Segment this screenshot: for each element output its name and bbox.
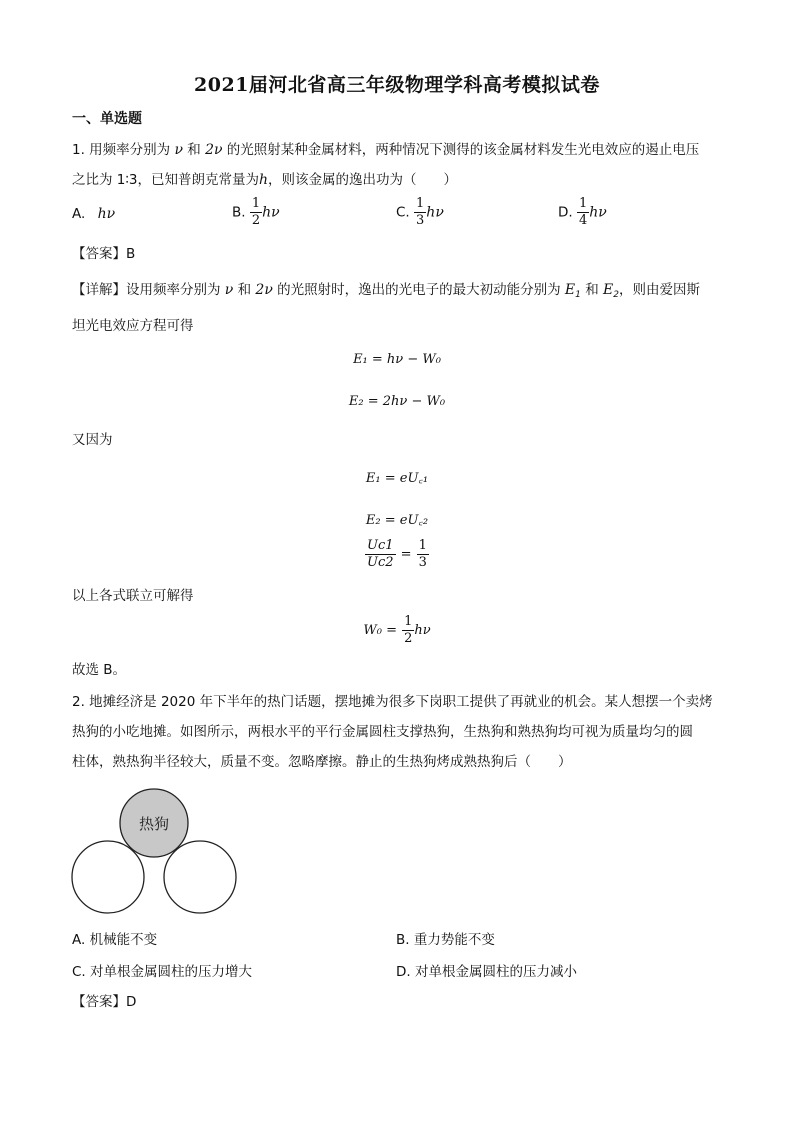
denominator: Uc2: [367, 555, 394, 570]
option-label: A.: [72, 206, 86, 222]
equation-1: E₁ = hν − W₀: [353, 352, 441, 367]
fraction: [577, 196, 589, 229]
subscript: 1: [575, 290, 581, 300]
q1-detail-line1: [72, 280, 700, 305]
fraction: [402, 614, 414, 647]
fraction: [365, 538, 396, 571]
equation-3: E₁ = eU꜀₁: [365, 471, 429, 486]
q1-option-c: [396, 196, 444, 229]
q2-line3: 柱体，熟热狗半径较大，质量不变。忽略摩擦。静止的生热狗烤成熟热狗后（ ）: [72, 754, 572, 770]
equation-lhs: W₀ =: [363, 623, 397, 638]
e2-symbol: E: [602, 282, 614, 298]
fraction: [250, 196, 262, 229]
option-value: hν: [426, 204, 444, 221]
equation-6: [0, 614, 794, 647]
option-value: hν: [589, 204, 607, 221]
numerator: 1: [418, 538, 427, 553]
detail-text: ，则由爱因斯: [618, 282, 700, 298]
denominator: 4: [578, 213, 588, 228]
and-text: 和: [187, 142, 201, 158]
numerator: 1: [416, 196, 425, 211]
q2-line2: 热狗的小吃地摊。如图所示，两根水平的平行金属圆柱支撑热狗，生热狗和熟热狗均可视为质量均匀的圆: [72, 724, 693, 740]
subscript: 2: [613, 290, 619, 300]
equation-4: E₂ = eU꜀₂: [365, 513, 429, 528]
q1-option-a: [72, 206, 115, 222]
q1-text: 的光照射某种金属材料，两种情况下测得的该金属材料发生光电效应的遏止电压: [226, 142, 700, 158]
nu-symbol: ν: [224, 282, 234, 298]
equals-sign: =: [400, 547, 412, 562]
hotdog-label: 热狗: [138, 815, 170, 833]
denominator: 3: [418, 555, 427, 570]
q1-answer: 【答案】B: [72, 246, 136, 262]
equation-5: [0, 538, 794, 571]
q2-answer: 【答案】D: [72, 994, 137, 1010]
q1-text: ，则该金属的逸出功为（ ）: [268, 172, 458, 188]
option-label: D.: [558, 204, 573, 221]
equation-rhs: hν: [414, 623, 431, 638]
numerator: 1: [404, 614, 413, 629]
option-label: B.: [232, 204, 246, 221]
equation-2: E₂ = 2hν − W₀: [348, 394, 446, 409]
q2-option-c: C. 对单根金属圆柱的压力增大: [72, 964, 253, 980]
q1-option-d: [558, 196, 607, 229]
hotdog-figure: [66, 785, 246, 920]
denominator: 2: [404, 631, 413, 646]
numerator: 1: [251, 196, 261, 211]
q2-option-a: A. 机械能不变: [72, 932, 158, 948]
option-label: C.: [396, 204, 410, 221]
q1-line1: [72, 140, 699, 160]
q2-line1: 2. 地摊经济是 2020 年下半年的热门话题，摆地摊为很多下岗职工提供了再就业的机会。某人想摆一个卖烤: [72, 694, 713, 710]
option-value: hν: [97, 206, 116, 222]
q1-detail-line2: 坦光电效应方程可得: [72, 318, 194, 334]
q1-option-b: [232, 196, 280, 229]
detail-text: 的光照射时，逸出的光电子的最大初动能分别为: [277, 282, 561, 298]
numerator: 1: [578, 196, 588, 211]
section-heading: 一、单选题: [72, 111, 142, 127]
fraction: [414, 196, 426, 229]
two-nu-symbol: 2ν: [205, 142, 223, 158]
fraction: [417, 538, 429, 571]
numerator: Uc1: [367, 538, 394, 553]
left-metal-cylinder: [72, 841, 144, 913]
nu-symbol: ν: [174, 142, 183, 158]
again-text: 又因为: [72, 432, 113, 448]
page-title: 2021届河北省高三年级物理学科高考模拟试卷: [194, 74, 600, 96]
denominator: 3: [416, 213, 425, 228]
q1-text: 之比为 1∶3，已知普朗克常量为: [72, 172, 259, 188]
h-symbol: h: [258, 172, 269, 188]
detail-text: 【详解】设用频率分别为: [72, 282, 221, 298]
q2-option-b: B. 重力势能不变: [396, 932, 495, 948]
choose-text: 故选 B。: [72, 662, 127, 678]
right-metal-cylinder: [164, 841, 236, 913]
and-text: 和: [237, 282, 252, 298]
option-value: hν: [262, 204, 280, 221]
q1-line2: [72, 170, 457, 190]
and-text: 和: [585, 282, 599, 298]
combine-text: 以上各式联立可解得: [72, 588, 194, 604]
q2-option-d: D. 对单根金属圆柱的压力减小: [396, 964, 577, 980]
two-nu-symbol: 2ν: [255, 282, 273, 298]
q1-text: 1. 用频率分别为: [72, 142, 171, 158]
e1-symbol: E: [564, 282, 576, 298]
denominator: 2: [251, 213, 261, 228]
